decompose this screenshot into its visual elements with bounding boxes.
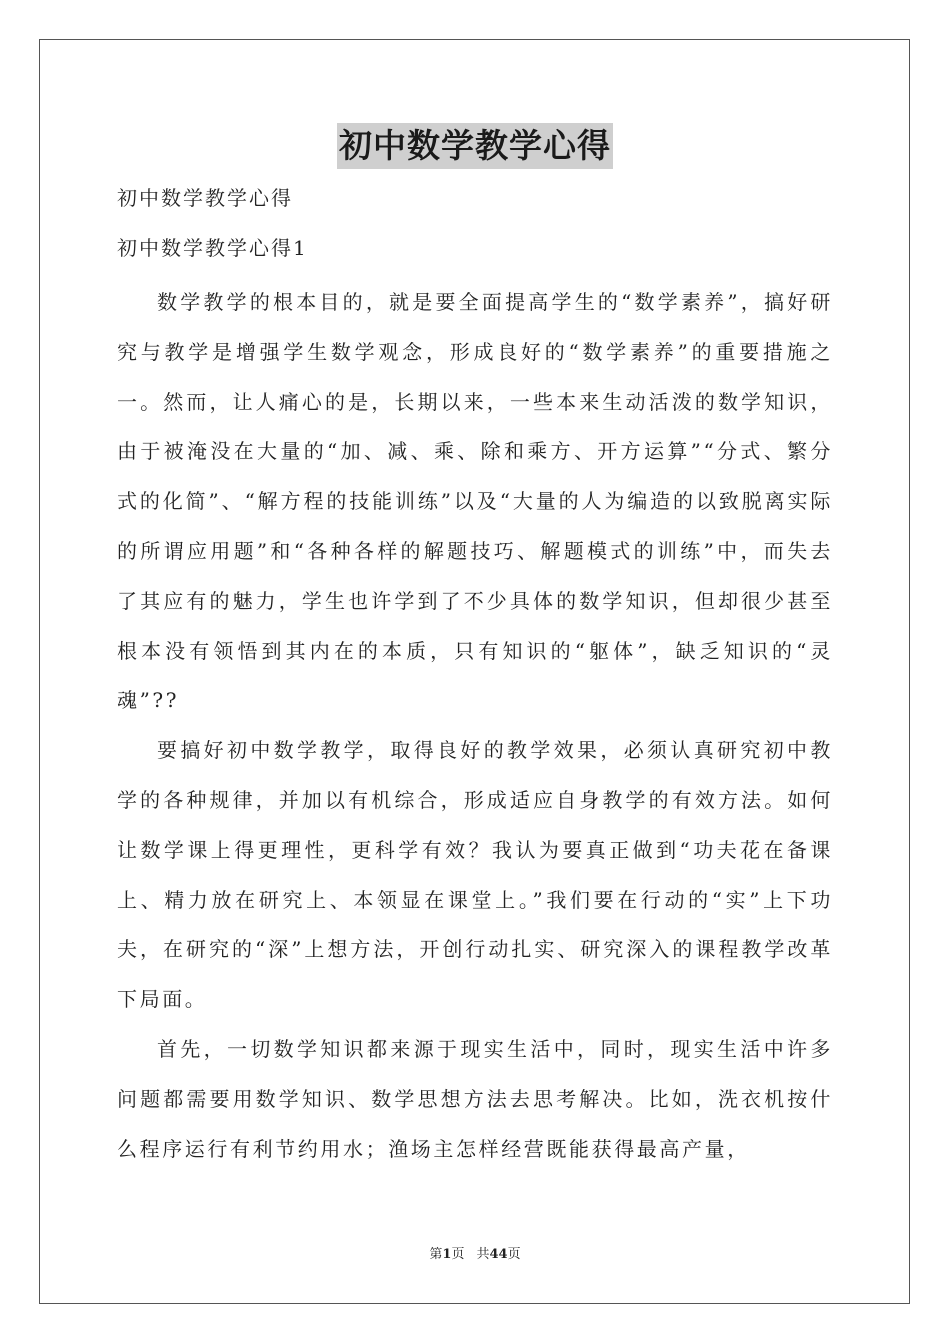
section-heading: 初中数学教学心得1 xyxy=(117,236,308,260)
total-pages-number: 44 xyxy=(489,1247,508,1262)
page-suffix: 页 xyxy=(451,1247,465,1262)
document-body xyxy=(117,178,833,1174)
page-footer xyxy=(0,1246,950,1264)
document-title: 初中数学教学心得 xyxy=(337,123,613,169)
paragraph-2: 要搞好初中数学教学，取得良好的教学效果，必须认真研究初中教学的各种规律，并加以有机综合，形成适应自身教学的有效方法。如何让数学课上得更理性，更科学有效？我认为要真正做到“功夫花在备课上、精力放在研究上、本领显在课堂上。”我们要在行动的“实”上下功夫，在研究的“深”上想方法，开创行动扎实、研究深入的课程教学改革下局面。 xyxy=(117,738,833,1012)
paragraph-1: 数学教学的根本目的，就是要全面提高学生的“数学素养”，搞好研究与教学是增强学生数学观念，形成良好的“数学素养”的重要措施之一。然而，让人痛心的是，长期以来，一些本来生动活泼的数学知识，由于被淹没在大量的“加、减、乘、除和乘方、开方运算”“分式、繁分式的化简”、“解方程的技能训练”以及“大量的人为编造的以致脱离实际的所谓应用题”和“各种各样的解题技巧、解题模式的训练”中，而失去了其应有的魅力，学生也许学到了不少具体的数学知识，但却很少甚至根本没有领悟到其内在的本质，只有知识的“躯体”，缺乏知识的“灵魂”?? xyxy=(117,290,833,713)
page-prefix: 第 xyxy=(429,1247,443,1262)
current-page-number: 1 xyxy=(442,1247,452,1262)
title-container xyxy=(0,123,950,169)
total-prefix: 共 xyxy=(476,1247,490,1262)
document-subtitle: 初中数学教学心得 xyxy=(117,186,293,210)
total-suffix: 页 xyxy=(507,1247,521,1262)
paragraph-3: 首先，一切数学知识都来源于现实生活中，同时，现实生活中许多问题都需要用数学知识、数学思想方法去思考解决。比如，洗衣机按什么程序运行有利节约用水；渔场主怎样经营既能获得最高产量， xyxy=(117,1036,833,1161)
